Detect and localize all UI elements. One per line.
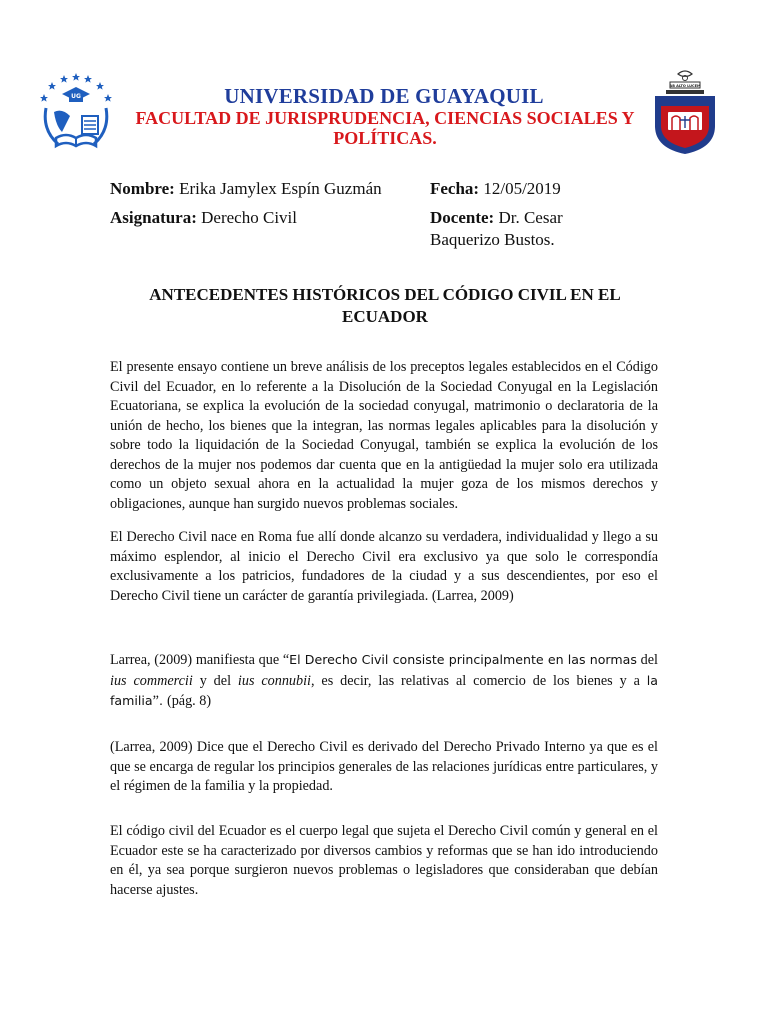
name-value: Erika Jamylex Espín Guzmán <box>179 179 382 198</box>
subject-label: Asignatura: <box>110 208 197 227</box>
faculty-crest-icon <box>652 68 718 156</box>
p3-text-3: , es decir, las relativas al comercio de los bienes y a <box>311 672 647 689</box>
teacher-value-line1: Dr. Cesar <box>498 208 563 227</box>
date-field <box>430 178 561 200</box>
paragraph-1: El presente ensayo contiene un breve análisis de los preceptos legales establecidos en el Código Civil del Ecuador, en lo referente a la Disolución de la Sociedad Conyugal en la Legislación Ecuatoriana, se explica la evolución de la sociedad conyugal, matrimonio o declaratoria de la unión de hecho, los bienes que la integran, las normas legales aplicables para la disolución y sobre todo la liquidación de la Sociedad Conyugal, también se explica la evolución de los derechos de la mujer nos podemos dar cuenta que en la antigüedad la mujer solo era utilizada como un objeto sexual ahora en la actualidad la mujer goza de los mismos derechos y obligaciones, aunque han surgido nuevos problemas sociales. <box>110 359 658 512</box>
subject-field <box>110 207 297 229</box>
essay-title-line1: ANTECEDENTES HISTÓRICOS DEL CÓDIGO CIVIL EN EL <box>149 285 621 304</box>
p3-text: del <box>636 652 658 668</box>
p3-period: . <box>158 693 167 708</box>
paragraph-3 <box>110 650 658 712</box>
p3-ius-connubii: ius connubii <box>237 672 311 689</box>
p3-ius-commercii: ius commercii <box>110 672 193 689</box>
paragraph-5: El código civil del Ecuador es el cuerpo legal que sujeta el Derecho Civil común y general en el Ecuador este se ha caracterizado por diversos cambios y reformas que se han ido introduciendo en él, ya sea porque surgieron nuevos problemas o legisladores que consideraban que debían hacerse ajustes. <box>110 823 658 898</box>
essay-title <box>110 284 660 328</box>
teacher-label: Docente: <box>430 208 495 227</box>
p3-quote: El Derecho Civil consiste principalmente en las normas <box>289 652 637 667</box>
name-label: Nombre: <box>110 179 175 198</box>
name-field <box>110 178 382 200</box>
university-title: UNIVERSIDAD DE GUAYAQUIL <box>224 84 544 108</box>
date-value: 12/05/2019 <box>483 179 561 198</box>
subject-value: Derecho Civil <box>201 208 297 227</box>
p3-close-quote: ” <box>152 693 159 709</box>
paragraph-4: (Larrea, 2009) Dice que el Derecho Civil es derivado del Derecho Privado Interno ya que es el que se encarga de regular los principios generales de las relaciones jurídicas entre particulares, y el régimen de la familia y la propiedad. <box>110 739 658 794</box>
p3-intro: Larrea, (2009) manifiesta que “ <box>110 652 290 668</box>
p3-familia: la familia <box>110 672 658 708</box>
paragraph-2: El Derecho Civil nace en Roma fue allí donde alcanzo su verdadera, individualidad y llego a su máximo esplendor, al inicio el Derecho Civil era exclusivo ya que solo le correspondía exclusivamente a los patricios, fundadores de la ciudad y a sus descendientes, por eso el Derecho Civil tiene un carácter de garantía privilegiada. (Larrea, 2009) <box>110 529 658 604</box>
teacher-value-line2: Baquerizo Bustos. <box>430 230 555 249</box>
p3-page-ref: (pág. 8) <box>166 693 212 709</box>
teacher-field <box>430 207 630 251</box>
crest-motto: AB ALTO LUCEM <box>669 84 701 88</box>
essay-title-line2: ECUADOR <box>342 307 428 326</box>
svg-text:UG: UG <box>71 93 81 100</box>
date-label: Fecha: <box>430 179 480 198</box>
university-logo-icon <box>36 68 116 154</box>
faculty-title: FACULTAD DE JURISPRUDENCIA, CIENCIAS SOCIALES Y POLÍTICAS. <box>135 108 635 148</box>
p3-text-2: y del <box>192 672 238 689</box>
